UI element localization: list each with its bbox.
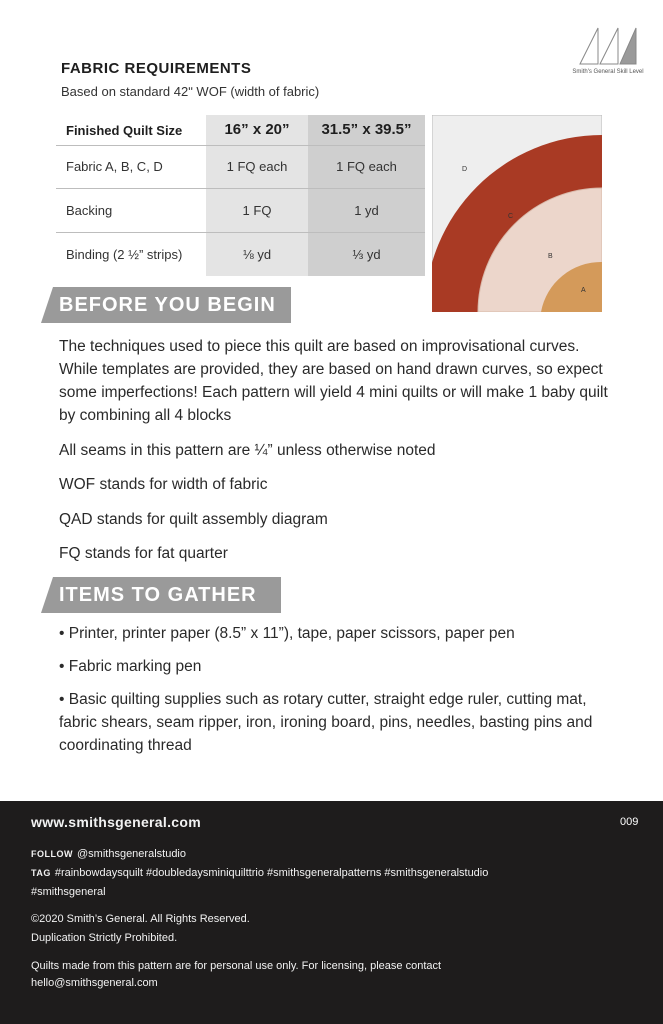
header-large-quilt: 31.5” x 39.5” <box>321 121 412 138</box>
before-paragraph-intro: The techniques used to piece this quilt are based on improvisational curves. While templates are provided, they are based on hand drawn curves, so expect some imperfections! Each pattern will yield 4 mini quilts or will make 1 baby quilt by combining all 4 blocks <box>59 338 608 424</box>
gather-item-printer: • Printer, printer paper (8.5” x 11”), tape, paper scissors, paper pen <box>59 625 515 642</box>
hashtags: #rainbowdaysquilt #doubledaysminiquilttrio #smithsgeneralpatterns #smithsgeneralstudio <box>54 867 489 879</box>
before-paragraph-qad: QAD stands for quilt assembly diagram <box>59 511 328 528</box>
header-small-quilt: 16” x 20” <box>224 121 290 138</box>
table-row-label: Backing <box>66 203 113 218</box>
tag-line <box>31 867 488 879</box>
fabric-requirements-table <box>56 115 425 276</box>
footer <box>0 801 663 1024</box>
copyright-text: ©2020 Smith’s General. All Rights Reserved. <box>31 913 250 925</box>
gather-item-marking-pen: • Fabric marking pen <box>59 658 202 675</box>
skill-level-logo <box>568 26 648 76</box>
table-row-label: Binding (2 ½” strips) <box>66 247 183 262</box>
fabric-requirements-title: FABRIC REQUIREMENTS <box>61 60 252 77</box>
before-you-begin-heading: BEFORE YOU BEGIN <box>59 294 276 316</box>
gather-item-supplies: • Basic quilting supplies such as rotary cutter, straight edge ruler, cutting mat, fabric shears, seam ripper, iron, ironing board, pins, needles, basting pins and coordinating thread <box>59 691 593 754</box>
label-a: A <box>581 287 586 294</box>
duplication-notice: Duplication Strictly Prohibited. <box>31 932 178 944</box>
table-cell: 1 yd <box>354 203 379 218</box>
items-to-gather-heading: ITEMS TO GATHER <box>59 584 257 606</box>
table-divider <box>56 232 425 233</box>
table-cell: 1 FQ each <box>226 159 288 174</box>
table-cell: 1 FQ <box>242 203 272 218</box>
before-paragraph-wof: WOF stands for width of fabric <box>59 476 268 493</box>
follow-label: FOLLOW <box>31 849 73 859</box>
fabric-requirements-subtitle: Based on standard 42ʺ WOF (width of fabric) <box>61 84 320 99</box>
table-row-label: Fabric A, B, C, D <box>66 159 163 174</box>
label-b: B <box>548 253 553 260</box>
label-d: D <box>462 166 468 173</box>
triangle-level-icon <box>578 26 638 66</box>
contact-email[interactable]: hello@smithsgeneral.com <box>31 977 158 989</box>
page-number: 009 <box>620 816 639 828</box>
before-paragraph-fq: FQ stands for fat quarter <box>59 545 228 562</box>
quilt-block-diagram <box>432 115 602 312</box>
table-divider <box>56 145 425 146</box>
before-paragraph-seams: All seams in this pattern are ¼” unless otherwise noted <box>59 442 436 459</box>
website-link[interactable]: www.smithsgeneral.com <box>31 814 201 830</box>
table-divider <box>56 188 425 189</box>
table-cell: ⅛ yd <box>242 247 272 262</box>
before-you-begin-banner <box>41 287 291 323</box>
tag-label: TAG <box>31 868 51 878</box>
items-to-gather-banner <box>41 577 281 613</box>
table-cell: 1 FQ each <box>336 159 397 174</box>
hashtags-continued: #smithsgeneral <box>31 886 106 898</box>
label-c: C <box>508 213 514 220</box>
skill-level-label: Smith's General Skill Level <box>572 69 644 75</box>
header-finished-size: Finished Quilt Size <box>66 123 183 138</box>
license-notice: Quilts made from this pattern are for personal use only. For licensing, please contact <box>31 960 442 972</box>
table-cell: ⅓ yd <box>352 247 381 262</box>
follow-handle[interactable]: @smithsgeneralstudio <box>77 848 186 860</box>
follow-line <box>31 848 186 860</box>
